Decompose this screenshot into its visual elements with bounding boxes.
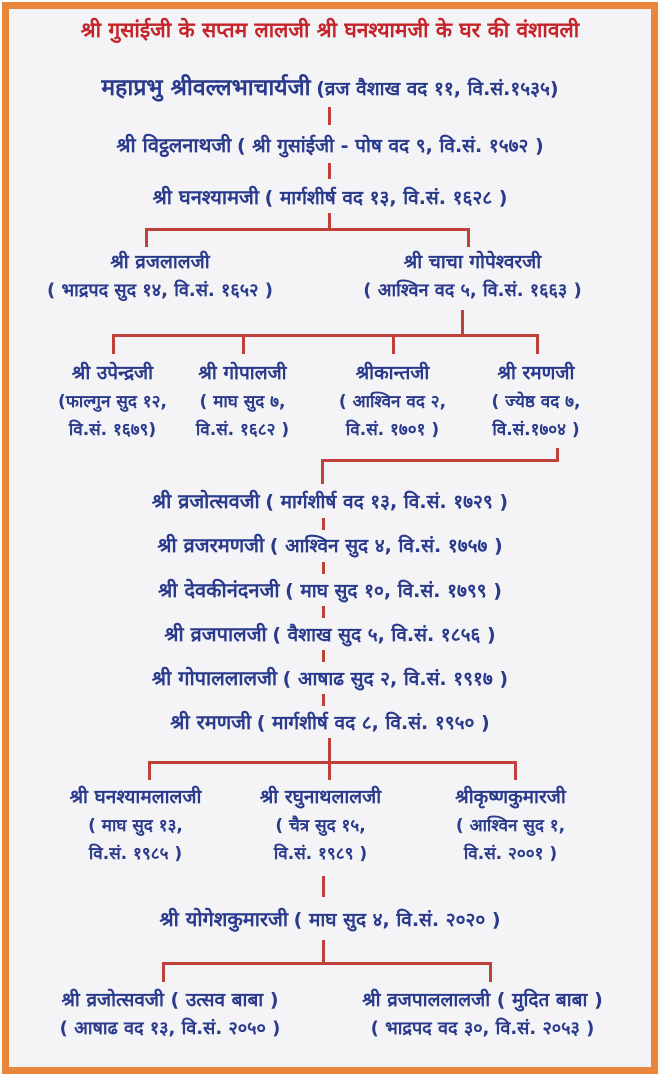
- connector-line: [328, 163, 331, 179]
- connector-line: [112, 334, 115, 354]
- person-name: श्री रमणजी: [170, 710, 252, 734]
- node-gopallal: [0, 664, 660, 691]
- person-dates: वि.सं. १९८९ ): [273, 844, 368, 864]
- person-dates: ( आश्विन वद ५, वि.सं. १६६३ ): [363, 280, 582, 301]
- connector-line: [467, 228, 470, 247]
- person-dates: ( आषाढ सुद २, वि.सं. १९१७ ): [282, 668, 509, 690]
- connector-line: [392, 334, 395, 354]
- page-title: श्री गुसांईजी के सप्तम लालजी श्री घनश्यामजी के घर की वंशावली: [80, 18, 580, 42]
- person-dates: ( चैत्र सुद १५,: [275, 816, 366, 836]
- node-vallabhacharya: [0, 70, 660, 102]
- person-name: श्री रमणजी: [497, 362, 575, 384]
- connector-line: [322, 518, 325, 530]
- person-name: श्री व्रजोत्सवजी: [151, 489, 260, 513]
- person-dates: ( ज्येष्ठ वद ७,: [491, 392, 581, 412]
- person-name: श्री व्रजपालजी: [164, 622, 267, 646]
- person-dates: ( भाद्रपद वद ३०, वि.सं. २०५३ ): [370, 1018, 595, 1039]
- connector-line: [321, 459, 324, 484]
- node-raman1: [438, 358, 634, 444]
- person-name: श्री देवकीनंदनजी: [158, 578, 280, 602]
- person-name: श्रीकान्तजी: [355, 362, 430, 384]
- person-name: श्री रघुनाथलालजी: [259, 786, 382, 808]
- person-dates: ( आषाढ वद १३, वि.सं. २०५० ): [59, 1018, 281, 1039]
- node-raman2: [0, 708, 660, 735]
- person-name: श्री गोपालजी: [198, 362, 287, 384]
- node-vrajotsav1: [0, 487, 660, 514]
- person-dates: (फाल्गुन सुद १२,: [58, 392, 167, 412]
- person-name: श्री चाचा गोपेश्वरजी: [403, 251, 542, 273]
- node-krishnakumar: [408, 782, 613, 868]
- node-ghanshyamlal: [33, 782, 238, 868]
- person-dates: वि.सं.१७०४ ): [492, 420, 580, 440]
- node-vrajpallal: [325, 986, 640, 1043]
- node-yogeshkumar: [0, 905, 660, 932]
- connector-line: [536, 334, 539, 354]
- connector-line: [328, 761, 331, 780]
- person-dates: ( आश्विन वद २,: [338, 392, 447, 412]
- person-dates: वि.सं. १७०१ ): [345, 420, 440, 440]
- person-dates: ( माघ सुद १०, वि.सं. १७९९ ): [285, 580, 502, 602]
- connector-line: [148, 761, 151, 780]
- person-dates: ( श्री गुसांईजी - पोष वद ९, वि.सं. १५७२ ): [236, 135, 544, 157]
- connector-line: [489, 962, 492, 982]
- connector-line: [328, 107, 331, 125]
- connector-line: [322, 606, 325, 618]
- connector-line: [328, 738, 331, 763]
- person-name: श्री योगेशकुमारजी: [159, 907, 289, 931]
- person-name: श्री व्रजपाललालजी ( मुदित बाबा ): [362, 989, 603, 1011]
- node-raghunathlal: [218, 782, 423, 868]
- person-dates: ( आश्विन सुद १,: [455, 816, 566, 836]
- node-devkinandan: [0, 576, 660, 603]
- person-dates: वि.सं. २००१ ): [463, 844, 558, 864]
- connector-line: [328, 213, 331, 229]
- connector-line: [322, 694, 325, 706]
- person-dates: (व्रज वैशाख वद ११, वि.सं.१५३५): [316, 78, 559, 100]
- person-dates: ( माघ सुद ४, वि.सं. २०२० ): [293, 909, 501, 931]
- person-dates: वि.सं. १६७९): [68, 420, 157, 440]
- connector-line: [321, 459, 559, 462]
- connector-line: [322, 940, 325, 964]
- person-name: श्रीकृष्णकुमारजी: [455, 786, 566, 808]
- connector-line: [322, 650, 325, 662]
- connector-line: [162, 962, 492, 965]
- person-name: श्री व्रजोत्सवजी ( उत्सव बाबा ): [61, 989, 279, 1011]
- person-name: श्री उपेन्द्रजी: [71, 362, 154, 384]
- node-vitthalnath: [0, 131, 660, 158]
- person-dates: ( वैशाख सुद ५, वि.सं. १८५६ ): [272, 624, 496, 646]
- person-name: श्री व्रजरमणजी: [157, 533, 265, 557]
- person-name: श्री व्रजलालजी: [110, 251, 210, 273]
- node-ghanshyam: [0, 183, 660, 210]
- connector-line: [242, 334, 245, 354]
- person-dates: ( मार्गशीर्ष वद ८, वि.सं. १९५० ): [256, 712, 490, 734]
- person-name: श्री विट्ठलनाथजी: [116, 133, 232, 157]
- person-dates: ( माघ सुद ७,: [199, 392, 286, 412]
- person-name: श्री गोपाललालजी: [151, 666, 278, 690]
- person-name: श्री घनश्यामलालजी: [69, 786, 202, 808]
- connector-line: [162, 962, 165, 982]
- node-vrajotsav2: [15, 986, 325, 1043]
- node-chacha-gopeshwar: [330, 248, 615, 305]
- person-dates: ( आश्विन सुद ४, वि.सं. १७५७ ): [269, 535, 503, 557]
- person-dates: वि.सं. १६८२ ): [195, 420, 290, 440]
- person-dates: ( माघ सुद १३,: [88, 816, 183, 836]
- node-vrajraman: [0, 531, 660, 558]
- connector-line: [148, 761, 516, 764]
- connector-line: [322, 876, 325, 897]
- connector-line: [322, 562, 325, 574]
- connector-line: [112, 334, 539, 337]
- node-vrajpal: [0, 620, 660, 647]
- person-dates: ( मार्गशीर्ष वद १३, वि.सं. १७२९ ): [265, 491, 509, 513]
- connector-line: [145, 228, 470, 231]
- person-dates: ( भाद्रपद सुद १४, वि.सं. १६५२ ): [47, 280, 273, 301]
- connector-line: [145, 228, 148, 247]
- person-dates: वि.सं. १९८५ ): [88, 844, 183, 864]
- connector-line: [514, 761, 517, 780]
- person-dates: ( मार्गशीर्ष वद १३, वि.सं. १६२८ ): [264, 187, 508, 209]
- node-vrajlal: [15, 248, 305, 305]
- connector-line: [461, 310, 464, 336]
- person-name: श्री घनश्यामजी: [152, 185, 260, 209]
- person-name: महाप्रभु श्रीवल्लभाचार्यजी: [101, 75, 311, 101]
